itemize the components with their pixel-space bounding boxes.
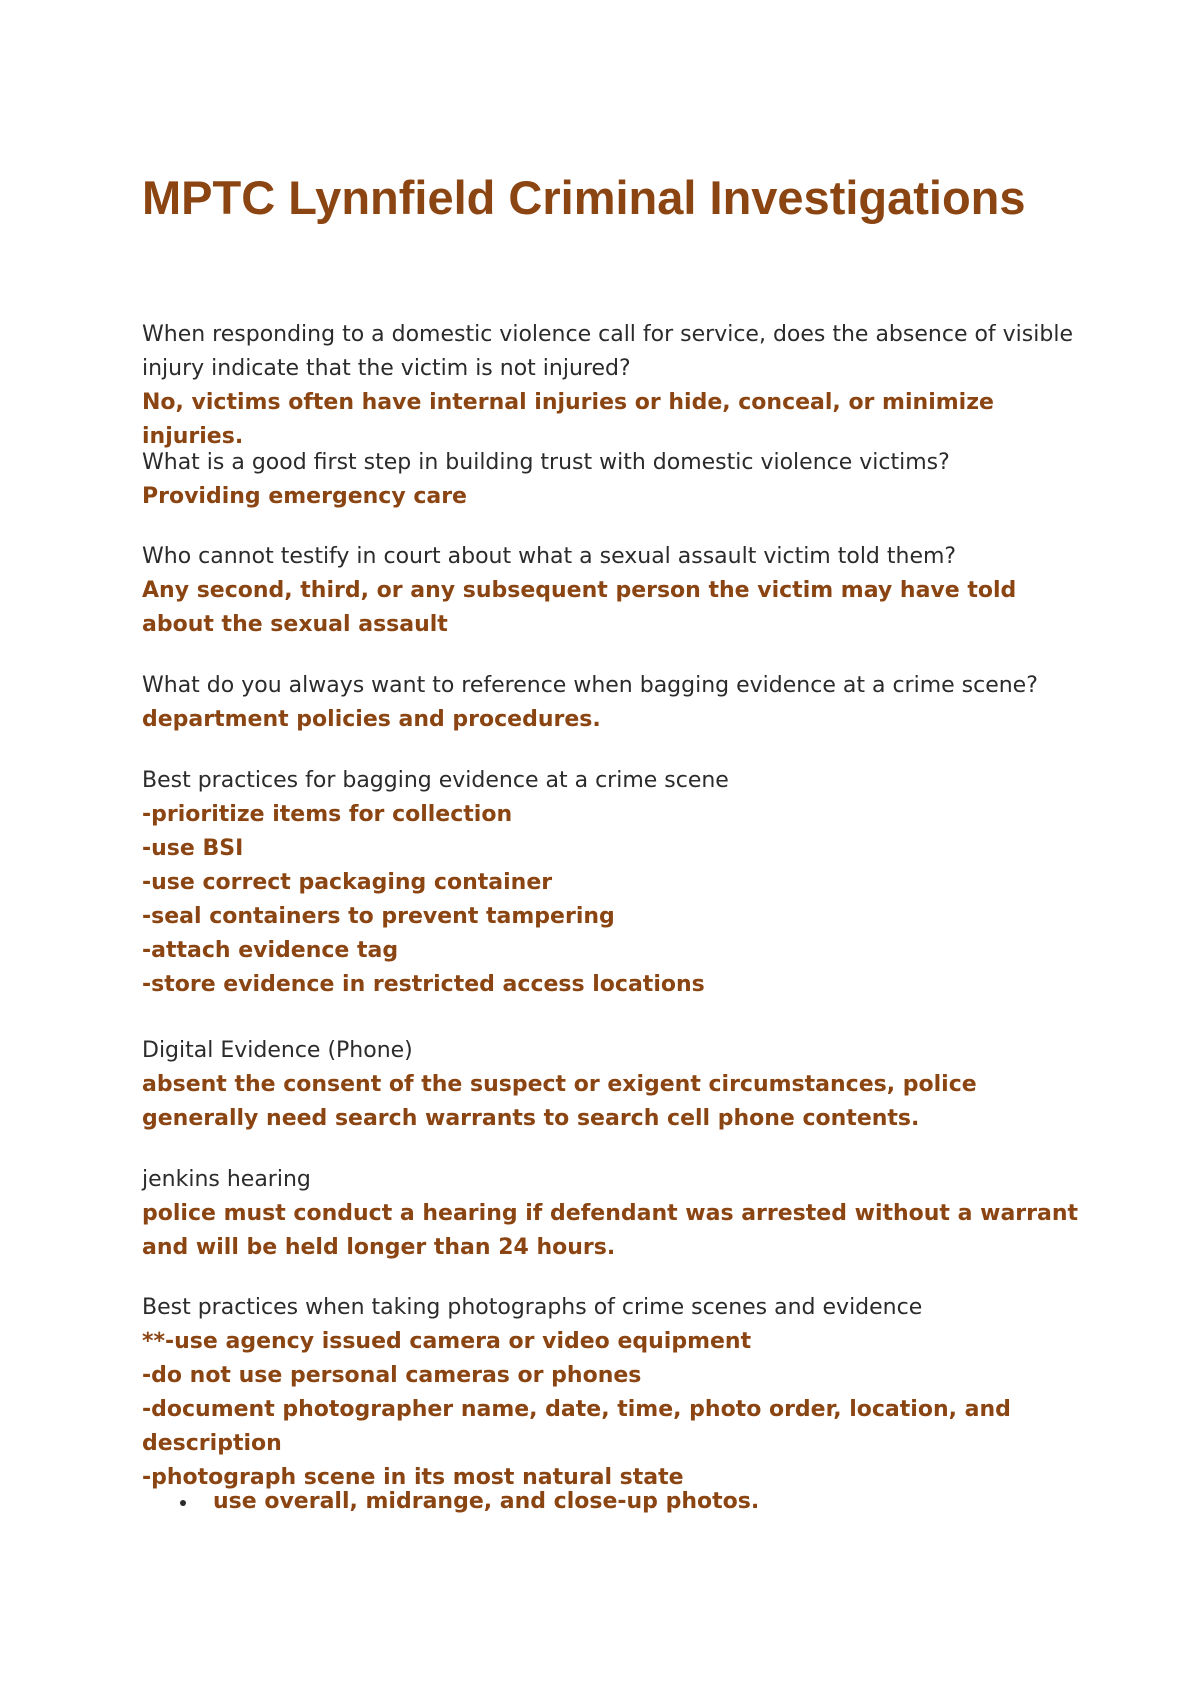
answer-line: -use correct packaging container: [142, 870, 553, 895]
question-text: Who cannot testify in court about what a sexual assault victim told them?: [142, 544, 957, 569]
answer-line: -document photographer name, date, time, photo order, location, and description: [142, 1397, 1011, 1456]
answer-line: No, victims often have internal injuries or hide, conceal, or minimize injuries.: [142, 390, 994, 449]
qa-item: [142, 764, 1082, 1002]
answer-line: Any second, third, or any subsequent person the victim may have told about the sexual assault: [142, 578, 1017, 637]
answer-line: -use BSI: [142, 836, 244, 861]
question-text: When responding to a domestic violence call for service, does the absence of visible injury indicate that the victim is not injured?: [142, 322, 1073, 381]
answer-line: -photograph scene in its most natural state: [142, 1465, 684, 1490]
answer-line: -prioritize items for collection: [142, 802, 513, 827]
answer-line: police must conduct a hearing if defendant was arrested without a warrant and will be held longer than 24 hours.: [142, 1201, 1079, 1260]
bullet-text: use overall, midrange, and close-up photos.: [213, 1489, 760, 1514]
bullet-list: [142, 1485, 1082, 1519]
answer-line: absent the consent of the suspect or exigent circumstances, police generally need search warrants to search cell phone contents.: [142, 1072, 977, 1131]
page-title: MPTC Lynnfield Criminal Investigations: [142, 171, 1026, 224]
qa-item: [142, 1034, 1082, 1136]
answer-line: -store evidence in restricted access locations: [142, 972, 705, 997]
answer-line: -do not use personal cameras or phones: [142, 1363, 642, 1388]
qa-item: [142, 669, 1082, 737]
bullet-icon: [180, 1500, 186, 1506]
qa-item: [142, 318, 1082, 454]
answer-line: department policies and procedures.: [142, 707, 601, 732]
qa-item: [142, 1291, 1082, 1495]
qa-item: [142, 540, 1082, 642]
question-text: Best practices when taking photographs of crime scenes and evidence: [142, 1295, 923, 1320]
question-text: Digital Evidence (Phone): [142, 1038, 413, 1063]
answer-line: -attach evidence tag: [142, 938, 399, 963]
answer-line: **-use agency issued camera or video equipment: [142, 1329, 752, 1354]
answer-line: Providing emergency care: [142, 484, 467, 509]
question-text: Best practices for bagging evidence at a crime scene: [142, 768, 729, 793]
answer-line: -seal containers to prevent tampering: [142, 904, 615, 929]
list-item: [142, 1485, 1082, 1519]
question-text: jenkins hearing: [142, 1167, 311, 1192]
question-text: What is a good first step in building trust with domestic violence victims?: [142, 450, 950, 475]
qa-item: [142, 446, 1082, 514]
question-text: What do you always want to reference when bagging evidence at a crime scene?: [142, 673, 1038, 698]
qa-item: [142, 1163, 1082, 1265]
